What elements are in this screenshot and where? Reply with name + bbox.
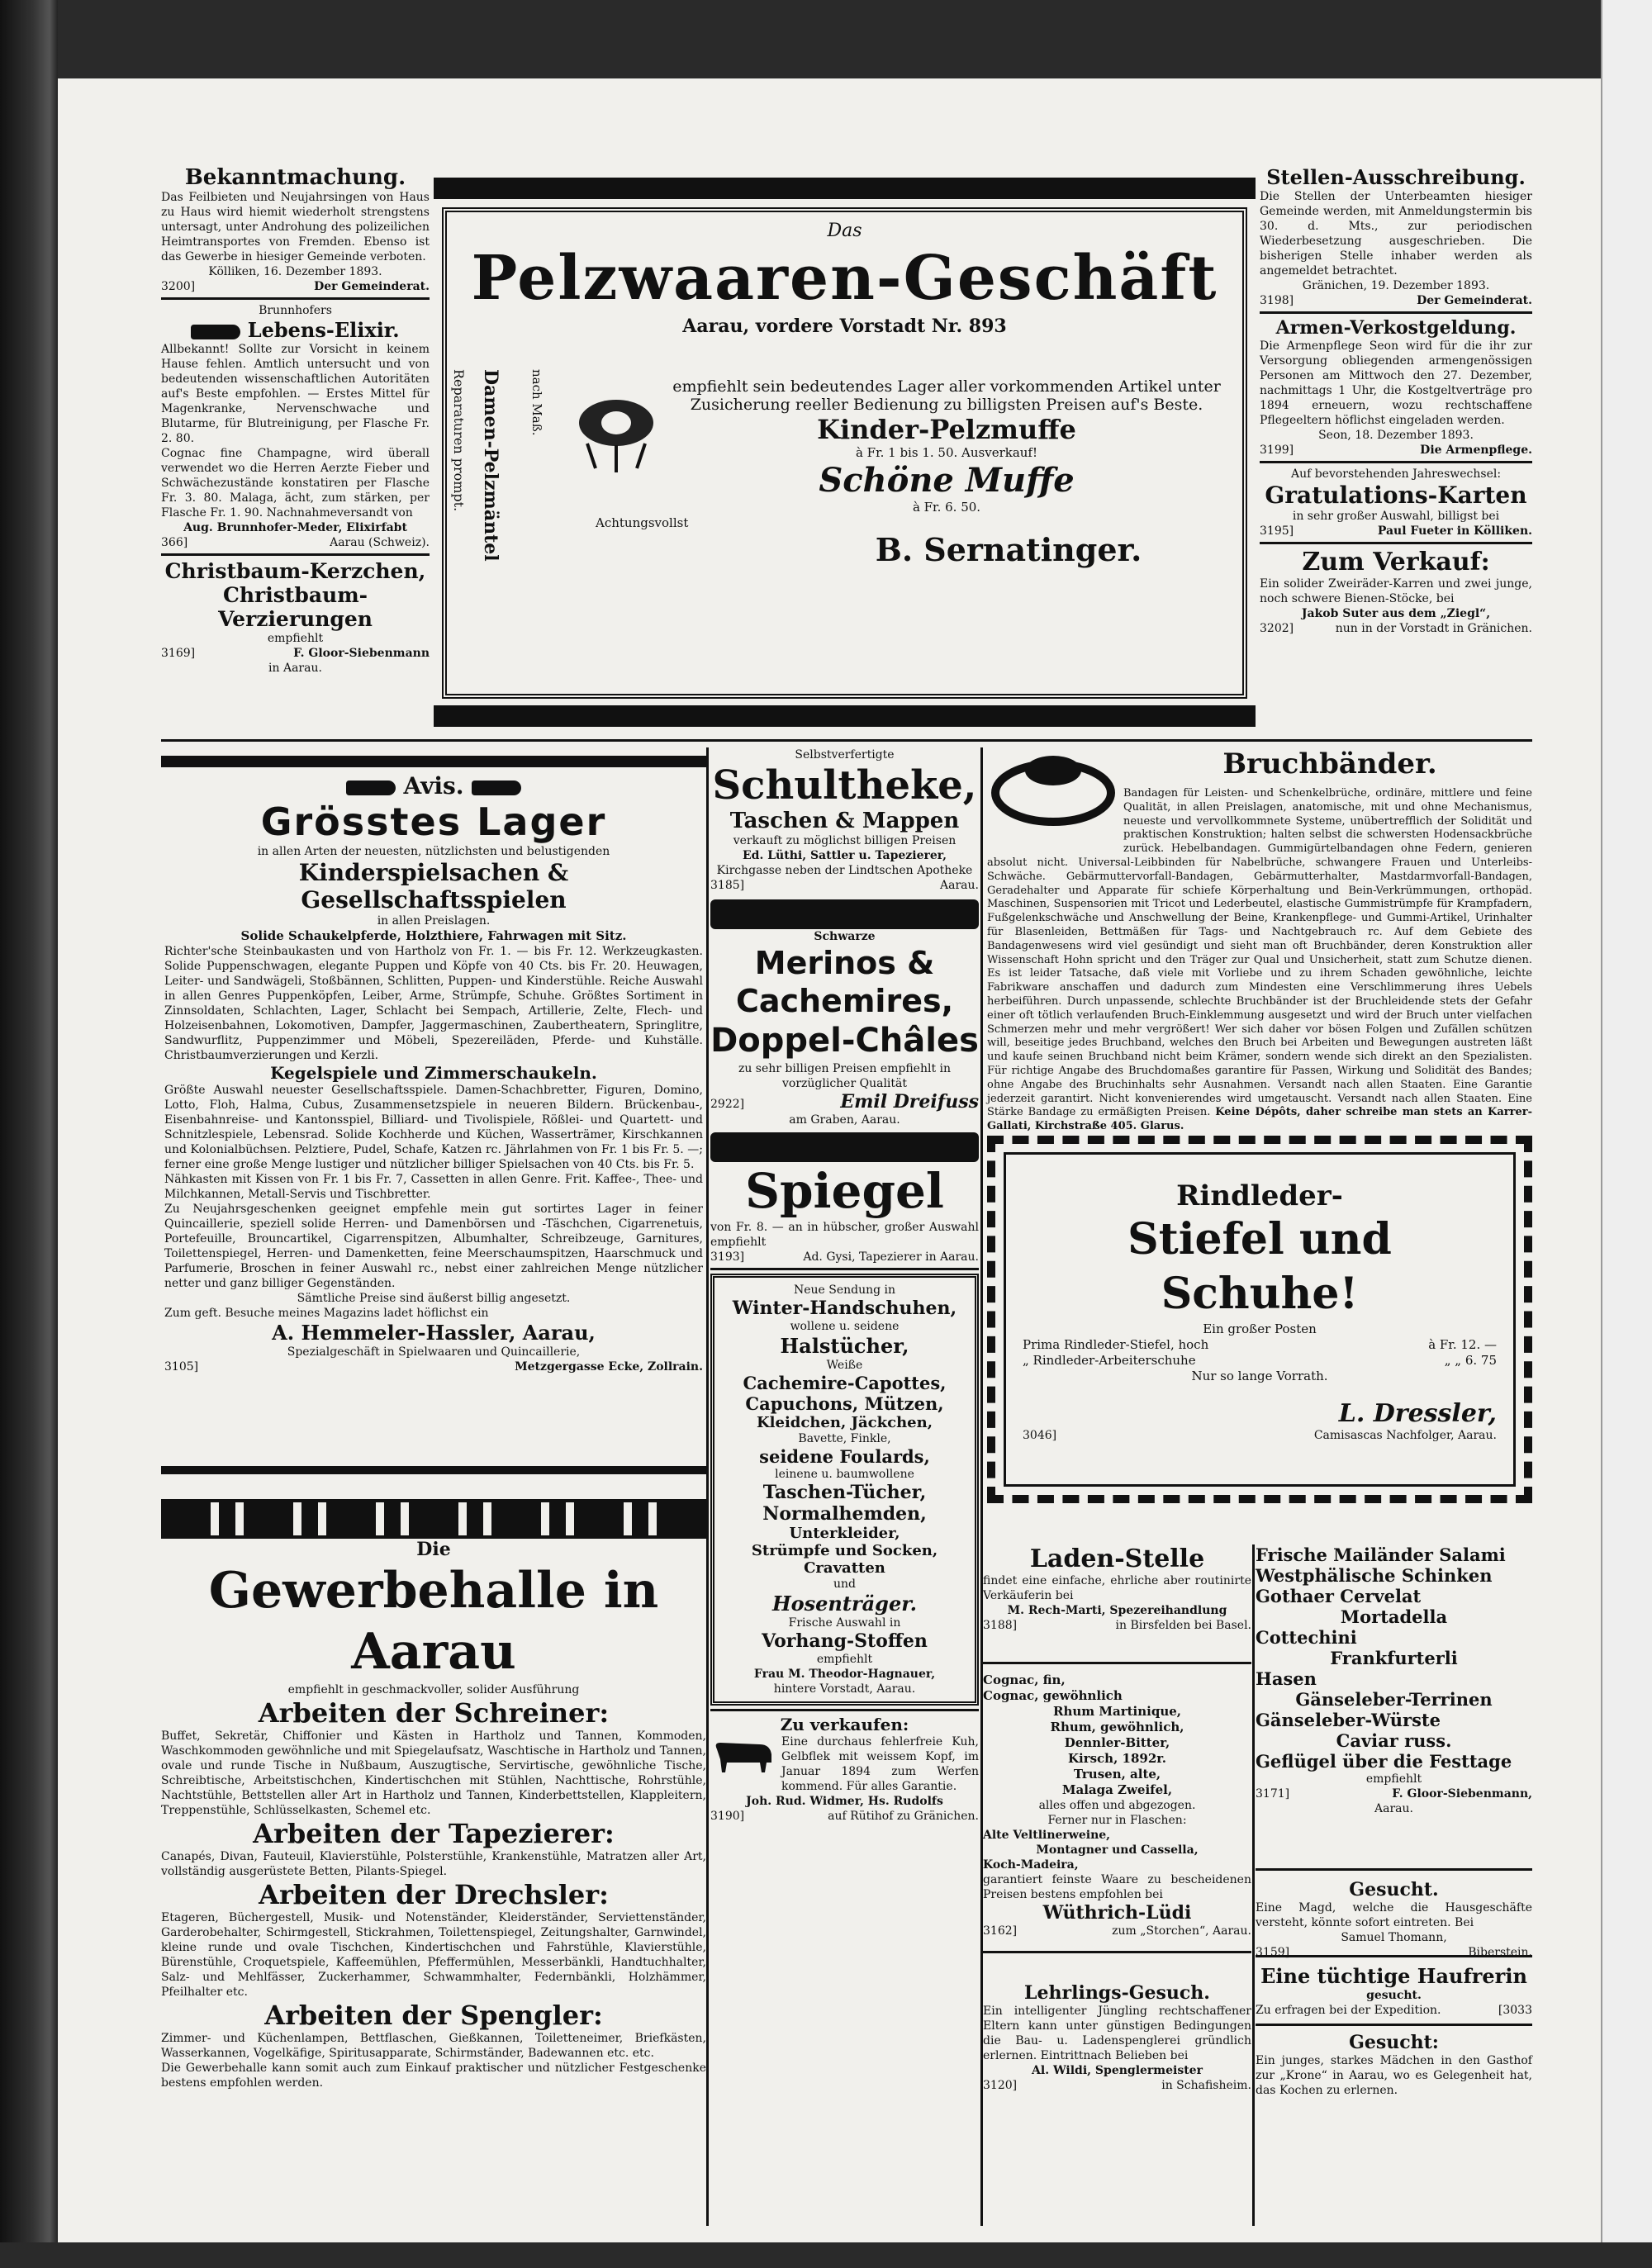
column-rule (980, 747, 983, 2226)
gesucht1-place: Biberstein. (1468, 1946, 1532, 1959)
merinos-text: zu sehr billigen Preisen empfiehlt in vorzüglicher Qualität (738, 1062, 952, 1090)
cognac-l4: Rhum, gewöhnlich, (1050, 1720, 1184, 1734)
avis-head: Avis. (403, 772, 464, 799)
pelzwaaren-ad (434, 178, 1256, 727)
gewerbe-sub: empfiehlt in geschmackvoller, solider Ausführung (287, 1683, 580, 1696)
grat-firm: Paul Fueter in Kölliken. (1377, 524, 1532, 538)
spiegel-firm: Ad. Gysi, Tapezierer in Aarau. (803, 1250, 979, 1264)
grat-text: in sehr großer Auswahl, billigst bei (1292, 510, 1500, 523)
cognac-l12: Montagner und Cassella, (1036, 1843, 1199, 1857)
gewerbe-p3: Etageren, Büchergestell, Musik- und Notenständer, Kleiderständer, Serviettenständer, Garderobehalter, Schirmgestell, Stickrahmen, Toilettenspiegel, Zeitungshalter, Garnwindel, kleine runde und ovale Tischchen, Kindertischchen und Fahrstühle, Klavierstühle, Bürenstühle, Croquetspiele, Kaffeemühlen, Pfeffermühlen, Messerbänkli, Handtuchhalter, Salz- und Mehlfässer, Zuckerhammer, Schwammhalter, Federnbänkli, Holzhämmer, Pfeilhalter etc. (161, 1911, 706, 1999)
winter-pre: Neue Sendung in (793, 1283, 896, 1297)
rind-sub: Ein großer Posten (1203, 1321, 1317, 1336)
salami-place: Aarau. (1374, 1802, 1413, 1815)
pelzwaaren-frame (442, 207, 1247, 699)
pointing-hand-icon (191, 325, 240, 339)
haus-nr: [3033 (1498, 2004, 1532, 2017)
cow-icon (710, 1734, 776, 1776)
pelz-side3: Reparaturen prompt. (451, 369, 467, 512)
salami-l6: Frankfurterli (1330, 1648, 1458, 1668)
pelz-side-mid (529, 369, 554, 617)
merinos-nr: 2922] (710, 1098, 745, 1111)
scan-background-top (0, 0, 1652, 78)
winter-l3: Halstücher, (780, 1334, 909, 1358)
spiegel-title: Spiegel (745, 1163, 944, 1219)
gewerbe-h2: Arbeiten der Tapezierer: (253, 1818, 615, 1849)
laden-firm: M. Rech-Marti, Spezereihandlung (1007, 1604, 1227, 1617)
christbaum-place: in Aarau. (268, 662, 322, 675)
bruch-sign: Keine Dépôts, daher schreibe man stets an Karrer-Gallati, Kirchstraße 405. Glarus. (987, 1106, 1532, 1133)
spiegel-text: von Fr. 8. — an in hübscher, großer Auswahl empfiehlt (710, 1221, 979, 1249)
rind-place: Camisascas Nachfolger, Aarau. (1313, 1429, 1497, 1442)
gewerbe-die: Die (416, 1539, 451, 1560)
winter-l2: wollene u. seidene (790, 1320, 900, 1333)
salami-l9: Gänseleber-Würste (1256, 1710, 1441, 1730)
elixir-place: Aarau (Schweiz). (330, 536, 430, 549)
laden-ad (983, 1544, 1251, 1664)
rind-r1b: à Fr. 12. — (1428, 1337, 1497, 1352)
lehr-nr: 3120] (983, 2079, 1018, 2092)
winter-l8: Bavette, Finkle, (798, 1432, 891, 1445)
cognac-l14: garantiert feinste Waare zu bescheidenen Preisen bestens empfohlen bei (983, 1873, 1251, 1901)
col1-top (161, 165, 430, 735)
avis-ad (161, 756, 706, 1474)
rind-inner (1004, 1152, 1516, 1487)
gesucht1-ad (1256, 1879, 1532, 1957)
avis-title: Grösstes Lager (260, 799, 607, 844)
pelz-addr: Aarau, vordere Vorstadt Nr. 893 (682, 316, 1007, 337)
stellen-text: Die Stellen der Unterbeamten hiesiger Gemeinde werden, mit Anmeldungstermin bis 30. d. Mts., zur periodischen Wiederbesetzung ausgeschrieben. Die bisherigen Stelle inhaber werden als angemeldet betrachtet. (1260, 190, 1532, 278)
rind-note: Nur so lange Vorrath. (1191, 1369, 1328, 1383)
schul-text: verkauft zu möglichst billigen Preisen (733, 834, 957, 847)
gesucht1-firm: Samuel Thomann, (1341, 1931, 1447, 1944)
rind-nr: 3046] (1023, 1429, 1057, 1442)
salami-l11: Geflügel über die Festtage (1256, 1751, 1512, 1772)
verkauf-firm: Jakob Suter aus dem „Ziegl“, (1301, 607, 1491, 620)
grat-title: Gratulations-Karten (1265, 482, 1527, 509)
armen-title: Armen-Verkostgeldung. (1275, 317, 1517, 339)
pelz-side2: nach Maß. (529, 369, 544, 436)
schul-sub: Taschen & Mappen (729, 809, 960, 833)
stellen-title: Stellen-Ausschreibung. (1266, 165, 1526, 189)
winter-l4: Weiße (826, 1359, 863, 1372)
gewerbe-p2: Canapés, Divan, Fauteuil, Klavierstühle, Polsterstühle, Krankenstühle, Matratzen aller Art, vollständig ausgerüstete Betten, Pilants-Spiegel. (161, 1850, 706, 1878)
avis-p4: Zu Neujahrsgeschenken geeignet empfehle mein gut sortirtes Lager in feiner Quincaillerie, speziell solide Herren- und Damenbörsen und -Täschchen, Cigarrenetuis, Portefeuille, Brouncartikel, Cigarrenspitzen, Albumhalter, Schreibzeuge, Garnitures, Toilettenspiegel, Herren- und Damenketten, feine Meerschaumspitzen, Haarschmuck und Parfumerie, Broschen in feiner Auswahl rc., nebst einer zahlreichen Menge nützlicher netter und ganz billiger Gegenständen. (164, 1203, 703, 1290)
salami-l7: Hasen (1256, 1668, 1317, 1689)
grat-pre: Auf bevorstehenden Jahreswechsel: (1290, 467, 1502, 481)
avis-p6: Zum geft. Besuche meines Magazins ladet höflichst ein (164, 1307, 489, 1320)
pelz-kinder: Kinder-Pelzmuffe (817, 414, 1076, 445)
ornament-bar (161, 1499, 706, 1539)
avis-l1: Solide Schaukelpferde, Holzthiere, Fahrwagen mit Sitz. (240, 928, 627, 943)
cognac-l9: alles offen und abgezogen. (1038, 1799, 1196, 1812)
armen-text: Die Armenpflege Seon wird für die ihr zur Versorgung obliegenden armengenössigen Personen am Mittwoch den 27. Dezember, nachmittags 1 Uhr, die Kostgeltverträge pro 1894 erneuern, wozu rechtschaffene Pflegeeltern höflichst eingeladen werden. (1260, 339, 1532, 427)
bruch-body (987, 787, 1532, 1133)
christbaum-line2: Christbaum-Verzierungen (218, 583, 373, 631)
cognac-l13: Koch-Madeira, (983, 1858, 1079, 1872)
winter-l20: empfiehlt (816, 1653, 873, 1666)
winter-l7: Kleidchen, Jäckchen, (757, 1414, 933, 1431)
gesucht2-ad (1256, 2032, 1532, 2114)
pelz-side (480, 369, 529, 650)
gesucht2-text: Ein junges, starkes Mädchen in den Gasthof zur „Krone“ in Aarau, wo es Gelegenheit hat, das Kochen zu erlernen. (1256, 2054, 1532, 2097)
stellen-sign: Der Gemeinderat. (1417, 294, 1532, 307)
elixir-pre: Brunnhofers (259, 304, 332, 317)
rind-title: Stiefel und Schuhe! (1127, 1214, 1392, 1319)
laden-text: findet eine einfache, ehrliche aber routinirte Verkäuferin bei (983, 1574, 1251, 1602)
pelz-text: empfiehlt sein bedeutendes Lager aller vorkommenden Artikel unter Zusicherung reeller Bedienung zu billigsten Preisen auf's Beste. (672, 377, 1221, 414)
gesucht1-title: Gesucht. (1349, 1879, 1439, 1900)
merinos-pre: Schwarze (814, 930, 876, 943)
column-rule (1252, 1544, 1255, 2226)
avis-h2: Kegelspiele und Zimmerschaukeln. (270, 1063, 597, 1083)
verk-firm: Joh. Rud. Widmer, Hs. Rudolfs (746, 1795, 943, 1808)
salami-l5: Cottechini (1256, 1627, 1357, 1648)
winter-l18: Frische Auswahl in (788, 1616, 901, 1630)
winter-l13: Unterkleider, (789, 1525, 900, 1542)
verk-title: Zu verkaufen: (780, 1715, 909, 1734)
cognac-l1: Cognac, fin, (983, 1673, 1066, 1687)
salami-l3: Gothaer Cervelat (1256, 1586, 1422, 1606)
pelz-mprice: à Fr. 6. 50. (912, 500, 981, 515)
bekanntmachung-place: Kölliken, 16. Dezember 1893. (208, 265, 382, 278)
cognac-place: zum „Storchen“, Aarau. (1112, 1924, 1251, 1938)
winter-l6: Capuchons, Mützen, (745, 1393, 944, 1414)
rind-firm: L. Dressler, (1338, 1399, 1497, 1428)
ornament-bar (710, 899, 979, 929)
haus-text: Zu erfragen bei der Expedition. (1256, 2004, 1441, 2017)
winter-l9: seidene Foulards, (759, 1446, 930, 1467)
gewerbe-p1: Buffet, Sekretär, Chiffonier und Kästen in Hartholz und Tannen, Kommoden, Waschkommoden gewöhnliche und mit Spiegelaufsatz, Waschtische in Hartholz und Tannen, ovale und runde Tische in Nußbaum, Auszugtische, Servirtische, gewöhnliche Tische, Schreibtische, Arbeitstischchen, Kindertischchen mit Stühlen, Nachttische, Rohrstühle, Nachtstühle, Bettstellen aller Art in Hartholz und Tannen, Kinderbettstellen, Klappleitern, Treppenstühle, Schlüsselkasten, Schemel etc. (161, 1729, 706, 1817)
pelz-body (571, 377, 1240, 708)
cognac-l8: Malaga Zweifel, (1061, 1782, 1173, 1797)
winter-l19: Vorhang-Stoffen (762, 1630, 928, 1652)
pelz-title: Pelzwaaren-Geschäft (471, 243, 1218, 314)
salami-l2: Westphälische Schinken (1256, 1565, 1493, 1586)
elixir-text2: Cognac fine Champagne, wird überall verwendet wo die Herren Aerzte Fieber und Schwächezustände konstatiren per Flasche Fr. 3. 80. Malaga, ächt, zum stärken, per Flasche Fr. 1. 90. Nachnahmeversandt von (161, 447, 430, 520)
gewerbe-p4: Zimmer- und Küchenlampen, Bettflaschen, Gießkannen, Toiletteneimer, Briefkästen, Wasserkannen, Vogelkäfige, Spiritusapparate, Schirmständer, Badewannen etc. etc. (161, 2032, 706, 2060)
bekanntmachung-nr: 3200] (161, 280, 196, 293)
lehr-title: Lehrlings-Gesuch. (1024, 1982, 1210, 2004)
gesucht1-nr: 3159] (1256, 1946, 1290, 1959)
pelz-kprice: à Fr. 1 bis 1. 50. Ausverkauf! (855, 445, 1038, 460)
cognac-firm: Wüthrich-Lüdi (1042, 1902, 1192, 1924)
armen-sign: Die Armenpflege. (1420, 444, 1532, 457)
bekanntmachung-text: Das Feilbieten und Neujahrsingen von Haus zu Haus wird hiemit wiederholt strengstens untersagt, unter Androhung des polizeilichen Heimtransportes von Fremden. Ebenso ist das Gewerbe in hiesiger Gemeinde verboten. (161, 191, 430, 263)
gesucht1-text: Eine Magd, welche die Hausgeschäfte versteht, könnte sofort eintreten. Bei (1256, 1901, 1532, 1929)
winter-l11: Taschen-Tücher, (762, 1482, 927, 1503)
rind-r1a: Prima Rindleder-Stiefel, hoch (1023, 1337, 1209, 1352)
avis-p1: Richter'sche Steinbaukasten und von Hartholz von Fr. 1. — bis Fr. 12. Werkzeugkasten. Solide Puppenschwagen, elegante Puppen und Köpfe von 40 Cts. bis Fr. 20. Heuwagen, Leiter- und Sandwägeli, Stoßbännen, Schlitten, Puppen- und Kinderstühle. Reiche Auswahl in allen Genres Puppenköpfen, Leiber, Arme, Strümpfe, Schuhe. Größtes Sortiment in Zinnsoldaten, Schlachten, Lager, Schlacht bei Sempach, Artillerie, Zelte, Flech- und Holzeisenbahnen, Lokomotiven, Dampfer, Jaggermaschinen, Zaubertheatern, Springlitre, Sandwurflitz, Puppenzimmer und Möbeli, Spezereiläden, Pferde- und Kuhställe. Christbaumverzierungen und Kerzli. (164, 945, 703, 1062)
verkauf-text: Ein solider Zweiräder-Karren und zwei junge, noch schwere Bienen-Stöcke, bei (1260, 577, 1532, 605)
laden-nr: 3188] (983, 1619, 1018, 1632)
pelz-muffe: Schöne Muffe (819, 461, 1075, 500)
schul-title: Schultheke, (712, 762, 977, 809)
bruch-ad (987, 747, 1532, 1133)
pelz-side1: Damen-Pelzmäntel (480, 369, 501, 562)
grat-nr: 3195] (1260, 524, 1294, 538)
salami-l4: Mortadella (1340, 1606, 1448, 1627)
spiegel-nr: 3193] (710, 1250, 745, 1264)
scan-background-bottom (0, 2242, 1652, 2268)
lehr-text: Ein intelligenter Jüngling rechtschaffener Eltern kann unter günstigen Bedingungen die Bau- u. Ladenspenglerei gründlich erlernen. Eintrittnach Belieben bei (983, 2005, 1251, 2062)
gewerbe-p5: Die Gewerbehalle kann somit auch zum Einkauf praktischer und nützlicher Festgeschenke bestens empfohlen werden. (161, 2062, 706, 2090)
salami-ad (1256, 1544, 1532, 1871)
avis-pre: in allen Preislagen. (377, 914, 491, 928)
winter-l16: und (833, 1578, 856, 1591)
hand-left-icon (346, 781, 396, 795)
merinos-title: Merinos & Cachemires, (735, 945, 954, 1019)
winter-firm: Frau M. Theodor-Hagnauer, (753, 1668, 936, 1681)
pelz-sign: B. Sernatinger. (875, 531, 1142, 568)
haus-sub: gesucht. (1366, 1989, 1422, 2002)
bruch-text: Bandagen für Leisten- und Schenkelbrüche, ordinäre, mittlere und feine Qualität, in allen Preislagen, anatomische, mit und ohne Mechanismus, neueste und vervollkommnete Systeme, unübertrefflich der Solidität und praktischen Konstruktion; halten selbst die schwersten Hodensackbrüche zurück. Hebelbandagen. Gummigürtelbandagen ohne Federn, genieren absolut nicht. Universal-Leibbinden für Nabelbrüche, schwangere Frauen und Unterleibs-Schwäche. Gebärmuttervorfall-Bandagen, Gebärmutterhalter, Mastdarmvorfall-Bandagen, Geradehalter und Apparate für schiefe Körperhaltung und Bein-Verkrümmungen, orthopäd. Maschinen, Suspensorien mit Tricot und Lederbeutel, elastische Gummistrümpfe für Krampfadern, Fußgelenkschwäche und Anschwellung der Beine, Krankenpflege- und Gummi-Artikel, Urinhalter für Blasenleiden, Bettmäßen für Tags- und Nachtgebrauch rc. (987, 787, 1532, 938)
bruch-title: Bruchbänder. (1222, 747, 1437, 781)
ornament-bar (710, 1132, 979, 1162)
avis-p3: Nähkasten mit Kissen von Fr. 1 bis Fr. 7, Cassetten in allen Genre. Frit. Kaffee-, Thee- und Milchkannen, Metall-Servis und Tischbretter. (164, 1173, 703, 1201)
bekanntmachung-sign: Der Gemeinderat. (314, 280, 430, 293)
winter-l10: leinene u. baumwollene (775, 1468, 914, 1481)
elixir-nr: 366] (161, 536, 188, 549)
bekanntmachung-title: Bekanntmachung. (184, 165, 406, 190)
winter-l14: Strümpfe und Socken, (751, 1542, 938, 1559)
avis-title2: Kinderspielsachen & Gesellschaftsspielen (298, 859, 569, 913)
stellen-nr: 3198] (1260, 294, 1294, 307)
cognac-ad (983, 1673, 1251, 1953)
scan-edge-left (0, 0, 58, 2268)
col4-top (1260, 165, 1532, 735)
avis-nr: 3105] (164, 1360, 199, 1374)
cognac-l11: Alte Veltlinerweine, (983, 1829, 1111, 1842)
merinos-title2: Doppel-Châles (710, 1022, 979, 1060)
verkauf-nr: 3202] (1260, 622, 1294, 635)
gewerbehalle-ad (161, 1499, 706, 2226)
christbaum-emp: empfiehlt (267, 632, 324, 645)
lehr-place: in Schafisheim. (1161, 2079, 1251, 2092)
winter-frame (710, 1274, 979, 1706)
merinos-firm: Emil Dreifuss (840, 1091, 979, 1113)
avis-place: Metzgergasse Ecke, Zollrain. (515, 1360, 703, 1374)
verk-text: Eine durchaus fehlerfreie Kuh, Gelbflek mit weissem Kopf, im Januar 1894 zum Werfen kommend. Für alles Garantie. (781, 1735, 979, 1793)
armen-place: Seon, 18. Dezember 1893. (1318, 429, 1474, 442)
rind-r2a: „ Rindleder-Arbeiterschuhe (1023, 1353, 1196, 1368)
gewerbe-h1: Arbeiten der Schreiner: (258, 1697, 610, 1729)
salami-l1: Frische Mailänder Salami (1256, 1544, 1506, 1565)
elixir-title: Lebens-Elixir. (247, 318, 400, 342)
middle-column (710, 747, 979, 2226)
schul-place: Aarau. (940, 879, 979, 892)
avis-p5: Sämtliche Preise sind äußerst billig angesetzt. (297, 1292, 571, 1305)
rind-ad (987, 1136, 1532, 1503)
pelz-side-small (451, 369, 479, 650)
winter-l5: Cachemire-Capottes, (743, 1373, 947, 1393)
salami-emp: empfiehlt (1365, 1772, 1422, 1786)
winter-l12: Normalhemden, (762, 1503, 927, 1525)
gewerbe-h4: Arbeiten der Spengler: (264, 2000, 603, 2031)
elixir-firm: Aug. Brunnhofer-Meder, Elixirfabt (183, 521, 407, 534)
verkauf-place: nun in der Vorstadt in Gränichen. (1335, 622, 1532, 635)
cognac-l2: Cognac, gewöhnlich (983, 1688, 1123, 1703)
gesucht2-title: Gesucht: (1349, 2032, 1439, 2053)
merinos-place: am Graben, Aarau. (789, 1113, 900, 1127)
christbaum-nr: 3169] (161, 647, 196, 660)
lehr-ad (983, 1982, 1251, 2147)
laden-title: Laden-Stelle (1029, 1544, 1205, 1573)
verk-place: auf Rütihof zu Gränichen. (828, 1810, 979, 1823)
haus-title: Eine tüchtige Haufrerin (1260, 1964, 1527, 1988)
row-rule (161, 739, 1532, 742)
rind-r2b: „ „ 6. 75 (1444, 1353, 1497, 1368)
cognac-l5: Dennler-Bitter, (1064, 1735, 1170, 1750)
scan-edge-right (1601, 0, 1652, 2268)
christbaum-firm: F. Gloor-Siebenmann (293, 647, 430, 660)
salami-l10: Caviar russ. (1336, 1730, 1452, 1751)
armen-nr: 3199] (1260, 444, 1294, 457)
cognac-l7: Trusen, alte, (1073, 1767, 1161, 1782)
hand-right-icon (472, 781, 521, 795)
verkauf-title: Zum Verkauf: (1302, 548, 1490, 576)
avis-firm: A. Hemmeler-Hassler, Aarau, (272, 1321, 596, 1345)
stellen-place: Gränichen, 19. Dezember 1893. (1302, 279, 1490, 292)
salami-l8: Gänseleber-Terrinen (1295, 1689, 1493, 1710)
winter-l17: Hosenträger. (771, 1592, 918, 1616)
pelz-das: Das (827, 221, 862, 241)
winter-l15: Cravatten (804, 1559, 885, 1577)
bruch-text2: Auf dem Gebiete des Bandagenwesens wird viel gesündigt und sieht man oft Bruchbänder, deren Konstruktion aller Wissenschaft Hohn spricht und den Träger zur Qual und Unsicherheit, statt zum Schutze dienen. Es ist leider Tatsache, daß viele mit Vorliebe und zu ihrem Schaden gewöhnliche, leichte Fabrikware anschaffen und dadurch zum Mindesten eine Verschlimmerung ihres Uebels herbeiführen. Durch unpassende, schlechte Bruchbänder ist der Bruchleidende stets der Gefahr einer oft tötlich verlaufenden Bruch-Einklemmung ausgesetzt und wird der Bruch unter vielfachen Schmerzen mehr und mehr vergrößert! Wer sich daher vor bösen Folgen und Zufällen schützen will, beseitige jedes Bruchband, welches den Bruch bei Arbeiten und Bewegungen austreten läßt und kaufe seinen Bruchband nicht beim Krämer, sondern wende sich direkt an den Spezialisten. Für richtige Angabe des Bruchdomaßes garantire für Passen, Wirkung und Solidität des Bandes; ohne Angabe des Bruchinhalts sehr Ausnahmen. Versandt nach allen Staaten. Eine Garantie jederzeit garantirt. Nicht konvenierendes wird umgetauscht. Versandt nach allen Staaten. Eine Stärke Bandage zu ermäßigten Preisen. (987, 925, 1532, 1119)
haus-ad (1256, 1964, 1532, 2026)
christbaum-line1: Christbaum-Kerzchen, (164, 559, 426, 583)
avis-sub: in allen Arten der neuesten, nützlichsten und belustigenden (257, 845, 610, 858)
gewerbe-title: Gewerbehalle in Aarau (208, 1562, 659, 1681)
cognac-l6: Kirsch, 1892r. (1067, 1751, 1167, 1766)
salami-nr: 3171] (1256, 1787, 1290, 1801)
cognac-nr: 3162] (983, 1924, 1018, 1938)
rind-pre: Rindleder- (1176, 1179, 1343, 1212)
verk-nr: 3190] (710, 1810, 745, 1823)
elixir-text: Allbekannt! Sollte zur Vorsicht in keinem Hause fehlen. Amtlich untersucht und von bedeutenden wissenschaftlichen Autoritäten auf's Beste empfohlen. — Erstes Mittel für Magenkranke, Nervenschwache und Blutarme, für Blutreinigung, per Flasche Fr. 2. 80. (161, 343, 430, 445)
schul-nr: 3185] (710, 879, 745, 892)
schul-pre: Selbstverfertigte (795, 748, 895, 762)
laden-place: in Birsfelden bei Basel. (1115, 1619, 1251, 1632)
lehr-firm: Al. Wildi, Spenglermeister (1032, 2064, 1203, 2077)
pelz-achtung: Achtungsvollst (596, 515, 689, 530)
salami-firm: F. Gloor-Siebenmann, (1392, 1787, 1532, 1801)
column-rule (706, 747, 709, 2226)
gewerbe-h3: Arbeiten der Drechsler: (259, 1879, 609, 1910)
schul-addr: Kirchgasse neben der Lindtschen Apotheke (716, 864, 973, 877)
winter-place: hintere Vorstadt, Aarau. (773, 1682, 916, 1696)
avis-p2: Größte Auswahl neuester Gesellschaftsspiele. Damen-Schachbretter, Figuren, Domino, Lotto, Floh, Halma, Cubus, Zusammensetzspiele in neueren Bildern. Brückenbau-, Eisenbahnreise- und Kantonsspiel, Billiard- und Tivolispiele, Rößlei- und Quartett- und Schnitzlespiele, Lebensrad. Solide Kochherde und Küchen, Wasserträmer, Kirschkannen und Kolonialbüchsen. Pelztiere, Pudel, Schafe, Katzen rc. Jährlahmen von Fr. 1 bis Fr. 5. —; ferner eine große Menge lustiger und nützlicher billiger Spielsachen von 40 Cts. bis Fr. 5. (164, 1084, 703, 1171)
avis-spec: Spezialgeschäft in Spielwaaren und Quincaillerie, (287, 1345, 581, 1359)
cognac-l10: Ferner nur in Flaschen: (1047, 1814, 1187, 1827)
winter-title: Winter-Handschuhen, (732, 1298, 957, 1319)
schul-firm: Ed. Lüthi, Sattler u. Tapezierer, (743, 849, 947, 862)
cognac-l3: Rhum Martinique, (1053, 1704, 1181, 1719)
